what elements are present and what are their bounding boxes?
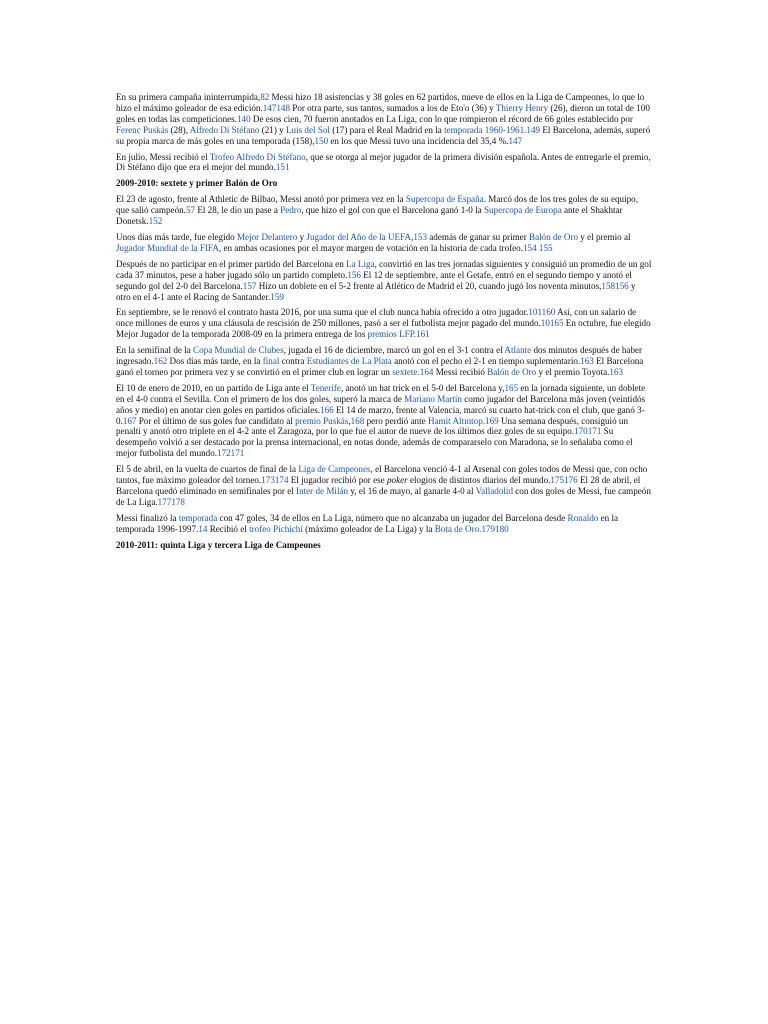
text: Messi finalizó la	[116, 512, 179, 523]
link-mariano-martin[interactable]: Mariano Martín	[404, 393, 462, 404]
paragraph	[116, 345, 652, 378]
text: , el Barcelona venció 4-1 al Arsenal con goles todos de Messi que, con ocho tantos, fue máximo goleador del torneo.	[116, 464, 648, 486]
text: Unos días más tarde, fue elegido	[116, 231, 237, 242]
reference-link[interactable]: 147148	[262, 102, 290, 113]
reference-link[interactable]: 161	[416, 329, 430, 340]
link-luis-del-sol[interactable]: Luis del Sol	[285, 124, 330, 135]
link-valladolid[interactable]: Valladolid	[475, 486, 513, 496]
link-balon-de-oro[interactable]: Balón de Oro	[529, 231, 579, 242]
reference-link[interactable]: 165	[504, 382, 519, 393]
article-body	[116, 92, 652, 556]
text: y	[297, 231, 307, 242]
reference-link[interactable]: 82	[260, 92, 270, 102]
text: con dos goles de Messi, fue campeón de La Liga.	[116, 486, 651, 507]
text: Su desempeño volvió a ser destacado por la prensa internacional, en notas donde, además de compararselo con Maradona, se lo señalaba como el mejor futbolista del mundo.	[116, 426, 633, 459]
paragraph	[116, 383, 652, 459]
link-mejor-delantero[interactable]: Mejor Delantero	[236, 231, 298, 242]
link-jugador-mundial-fifa[interactable]: Jugador Mundial de la FIFA	[116, 242, 219, 253]
paragraph	[116, 307, 652, 340]
link-hamit-altintop[interactable]: Hamit Altıntop.	[427, 415, 486, 426]
text: , en ambas ocasiones por el mayor margen de votación en la historia de cada trofeo.	[218, 242, 523, 253]
text: El Barcelona, además, superó su propia marca de más goles en una temporada (158),	[116, 124, 651, 146]
text: En octubre, fue elegido Mejor Jugador de la temporada 2008-09 en la primera entrega de los	[116, 318, 651, 340]
link-sextete[interactable]: sextete.	[392, 366, 420, 377]
text: (máximo goleador de La Liga) y la	[302, 523, 435, 534]
reference-link[interactable]: 177178	[157, 496, 185, 507]
text: dos minutos después de haber ingresado.	[116, 345, 643, 367]
paragraph	[116, 92, 652, 147]
text: Una semana después, consiguió un penalti y anotó otro triplete en el 4-2 ante el Zaragoza, por lo que fue el autor de nueve de los últimos diez goles de su equipo.	[116, 415, 628, 437]
paragraph	[116, 259, 652, 303]
text: , jugada el 16 de diciembre, marcó un gol en el 3-1 contra el	[283, 345, 505, 356]
reference-link[interactable]: 154 155	[523, 242, 553, 253]
text: Por el último de sus goles fue candidato al	[136, 415, 296, 426]
paragraph	[116, 232, 652, 254]
text: ,	[411, 231, 414, 242]
text: ante el Shakhtar Donetsk.	[116, 205, 623, 227]
text: elogios de distintos diarios del mundo.	[407, 475, 551, 486]
reference-link[interactable]: 57	[185, 205, 196, 216]
reference-link[interactable]: 162	[153, 356, 168, 367]
text: (17) para el Real Madrid en la	[329, 124, 445, 135]
text: El jugador recibió por ese	[288, 475, 387, 486]
link-inter-de-milan[interactable]: Inter de Milán	[296, 486, 349, 496]
text: con 47 goles, 34 de ellos en La Liga, número que no alcanzaba un jugador del Barcelona desde	[217, 512, 568, 523]
text: anotó con el pecho el 2-1 en tiempo suplementario.	[391, 356, 581, 367]
link-premio-puskas[interactable]: premio Puskás	[295, 415, 349, 426]
reference-link[interactable]: 152	[148, 216, 163, 227]
link-trofeo-alfredo-di-stefano[interactable]: Trofeo Alfredo Di Stéfano	[209, 151, 306, 162]
paragraph	[116, 464, 652, 508]
reference-link[interactable]: 151	[275, 162, 290, 173]
reference-link[interactable]: 173174	[261, 475, 289, 486]
text: (28),	[168, 124, 190, 135]
text: El 10 de enero de 2010, en un partido de Liga ante el	[116, 382, 311, 393]
text: El Barcelona ganó el torneo por primera vez y se convirtió en el primer club en lograr un	[116, 356, 644, 377]
reference-link[interactable]: 149	[526, 124, 541, 135]
link-premios-lfp[interactable]: premios LFP.	[367, 329, 417, 340]
text: Recibió el	[207, 523, 250, 534]
text: Messi hizo 18 asistencias y 38 goles en 62 partidos, nueve de ellos en la Liga de Campeones, lo que lo hizo el máximo goleador de esa edición.	[116, 92, 645, 113]
text: El 28, le dio un pase a	[195, 205, 281, 216]
paragraph	[116, 194, 652, 227]
reference-link[interactable]: 150	[314, 135, 329, 146]
link-la-liga[interactable]: La Liga	[346, 258, 375, 269]
link-supercopa-de-europa[interactable]: Supercopa de Europa	[483, 205, 562, 216]
text: , que se otorga al mejor jugador de la primera división española. Antes de entregarle el premio, Di Stéfano dijo que era el mejor del mundo.	[116, 151, 651, 173]
reference-link[interactable]: 156	[347, 269, 361, 280]
reference-link[interactable]: 169	[485, 415, 499, 426]
text: En septiembre, se le renovó el contrato hasta 2016, por una suma que el club nunca había ofrecido a otro jugador.	[116, 307, 529, 318]
reference-link[interactable]: 172171	[217, 448, 245, 459]
link-balon-de-oro[interactable]: Balón de Oro	[487, 366, 537, 377]
emphasis-poker: poker	[386, 475, 408, 486]
text: (26), dieron un total de 100 goles en todas las competiciones.	[116, 102, 650, 124]
reference-link[interactable]: 163	[609, 366, 624, 377]
text: y otro en el 4-1 ante el Racing de Santander.	[116, 280, 636, 302]
reference-link[interactable]: 166	[320, 404, 334, 415]
reference-link[interactable]: 164	[419, 366, 434, 377]
link-tenerife[interactable]: Tenerife	[310, 382, 341, 393]
text: De esos cien, 70 fueron anotados en La Liga, con lo que rompieron el récord de 66 goles establecido por	[250, 113, 633, 124]
paragraph	[116, 513, 652, 535]
reference-link[interactable]: 170171	[574, 426, 602, 437]
section-heading: 2010-2011: quinta Liga y tercera Liga de Campeones	[116, 539, 321, 550]
reference-link[interactable]: 158156	[601, 280, 629, 291]
text: El 14 de marzo, frente al Valencia, marcó su cuarto hat-trick con el club, que ganó 3-0.	[116, 404, 645, 426]
text: ,	[348, 415, 351, 426]
text: , convirtió en las tres jornadas siguientes y consiguió un promedio de un gol cada 37 minutos, pese a haber jugado sólo un partido completo.	[116, 258, 652, 280]
reference-link[interactable]: 168	[350, 415, 365, 426]
text: El 23 de agosto, frente al Athletic de Bilbao, Messi anotó por primera vez en la	[116, 194, 406, 205]
text: Dos días más tarde, en la	[167, 356, 263, 367]
reference-link[interactable]: 153	[413, 231, 427, 242]
text: El 5 de abril, en la vuelta de cuartos de final de la	[116, 464, 299, 475]
link-alfredo-di-stefano[interactable]: Alfredo Di Stéfano	[189, 124, 260, 135]
text: En su primera campaña ininterrumpida,	[116, 92, 261, 102]
text: además de ganar su primer	[427, 231, 530, 242]
text: en la temporada 1996-1997.	[116, 512, 619, 534]
text: . Marcó dos de los tres goles de su equipo, que salió campeón.	[116, 194, 639, 216]
text: En julio, Messi recibió el	[116, 151, 210, 162]
link-copa-mundial-de-clubes[interactable]: Copa Mundial de Clubes	[193, 345, 284, 356]
reference-link[interactable]: 101160	[528, 307, 556, 318]
text: y el premio al	[578, 231, 631, 242]
text: (21) y	[259, 124, 286, 135]
paragraph	[116, 152, 652, 174]
text: , que hizo el gol con que el Barcelona ganó 1-0 la	[301, 205, 484, 216]
text: Hizo un doblete en el 5-2 frente al Atlético de Madrid el 20, cuando jugó los noventa minutos,	[256, 280, 602, 291]
reference-link[interactable]: 14	[198, 523, 208, 534]
text: y, el 16 de mayo, al ganarle 4-0 al	[348, 486, 476, 496]
text: El 12 de septiembre, ante el Getafe, entró en el segundo tiempo y anotó el segundo gol del 2-0 del Barcelona.	[116, 269, 632, 291]
link-ferenc-puskas[interactable]: Ferenc Puskás	[116, 124, 169, 135]
reference-link[interactable]: 147	[508, 135, 523, 146]
reference-link[interactable]: 175176	[550, 475, 578, 486]
text: Después de no participar en el primer partido del Barcelona en	[116, 258, 347, 269]
text: Por otra parte, sus tantos, sumados a los de Eto'o (36) y	[290, 102, 496, 113]
link-jugador-del-ano-uefa[interactable]: Jugador del Año de la UEFA	[306, 231, 412, 242]
link-supercopa-de-espana[interactable]: Supercopa de España	[405, 194, 484, 205]
text: El 28 de abril, el Barcelona quedó eliminado en semifinales por el	[116, 475, 641, 496]
reference-link[interactable]: 157	[242, 280, 257, 291]
link-ronaldo[interactable]: Ronaldo	[567, 512, 599, 523]
link-temporada-1960-1961[interactable]: temporada 1960-1961.	[444, 124, 527, 135]
text: contra	[279, 356, 307, 367]
reference-link[interactable]: 159	[270, 291, 284, 302]
text: y el premio Toyota.	[536, 366, 610, 377]
reference-link[interactable]: 140	[236, 113, 251, 124]
link-pedro[interactable]: Pedro	[280, 205, 302, 216]
text: En la semifinal de la	[116, 345, 194, 356]
text: Messi recibió	[433, 366, 488, 377]
link-trofeo-pichichi[interactable]: trofeo Pichichi	[249, 523, 303, 534]
text: en la jornada siguiente, un doblete en el 4-0 contra el Sevilla. Con el primero de los dos goles, superó la marca de	[116, 382, 646, 404]
link-thierry-henry[interactable]: Thierry Henry	[495, 102, 549, 113]
link-temporada[interactable]: temporada	[178, 512, 218, 523]
text: , anotó un hat trick en el 5-0 del Barcelona y,	[340, 382, 505, 393]
reference-link[interactable]: 163	[580, 356, 594, 367]
reference-link[interactable]: 179180	[481, 523, 509, 534]
reference-link[interactable]: 10165	[540, 318, 564, 329]
text: en los que Messi tuvo una incidencia del 35,4 %.	[328, 135, 509, 146]
text: Así, con un salario de once millones de euros y una cláusula de rescisión de 250 millones, pasó a ser el futbolista mejor pagado del mundo.	[116, 307, 637, 329]
link-liga-de-campeones[interactable]: Liga de Campeones	[298, 464, 371, 475]
text: como jugador del Barcelona más joven (veintidós años y medio) en anotar cien goles en partidos oficiales.	[116, 393, 646, 415]
link-atlante[interactable]: Atlante	[504, 345, 532, 356]
reference-link[interactable]: 167	[122, 415, 137, 426]
text: pero perdió ante	[364, 415, 428, 426]
link-estudiantes-de-la-plata[interactable]: Estudiantes de La Plata	[306, 356, 392, 367]
section-heading: 2009-2010: sextete y primer Balón de Oro	[116, 178, 278, 189]
link-final[interactable]: final	[262, 356, 280, 367]
link-bota-de-oro[interactable]: Bota de Oro.	[434, 523, 482, 534]
